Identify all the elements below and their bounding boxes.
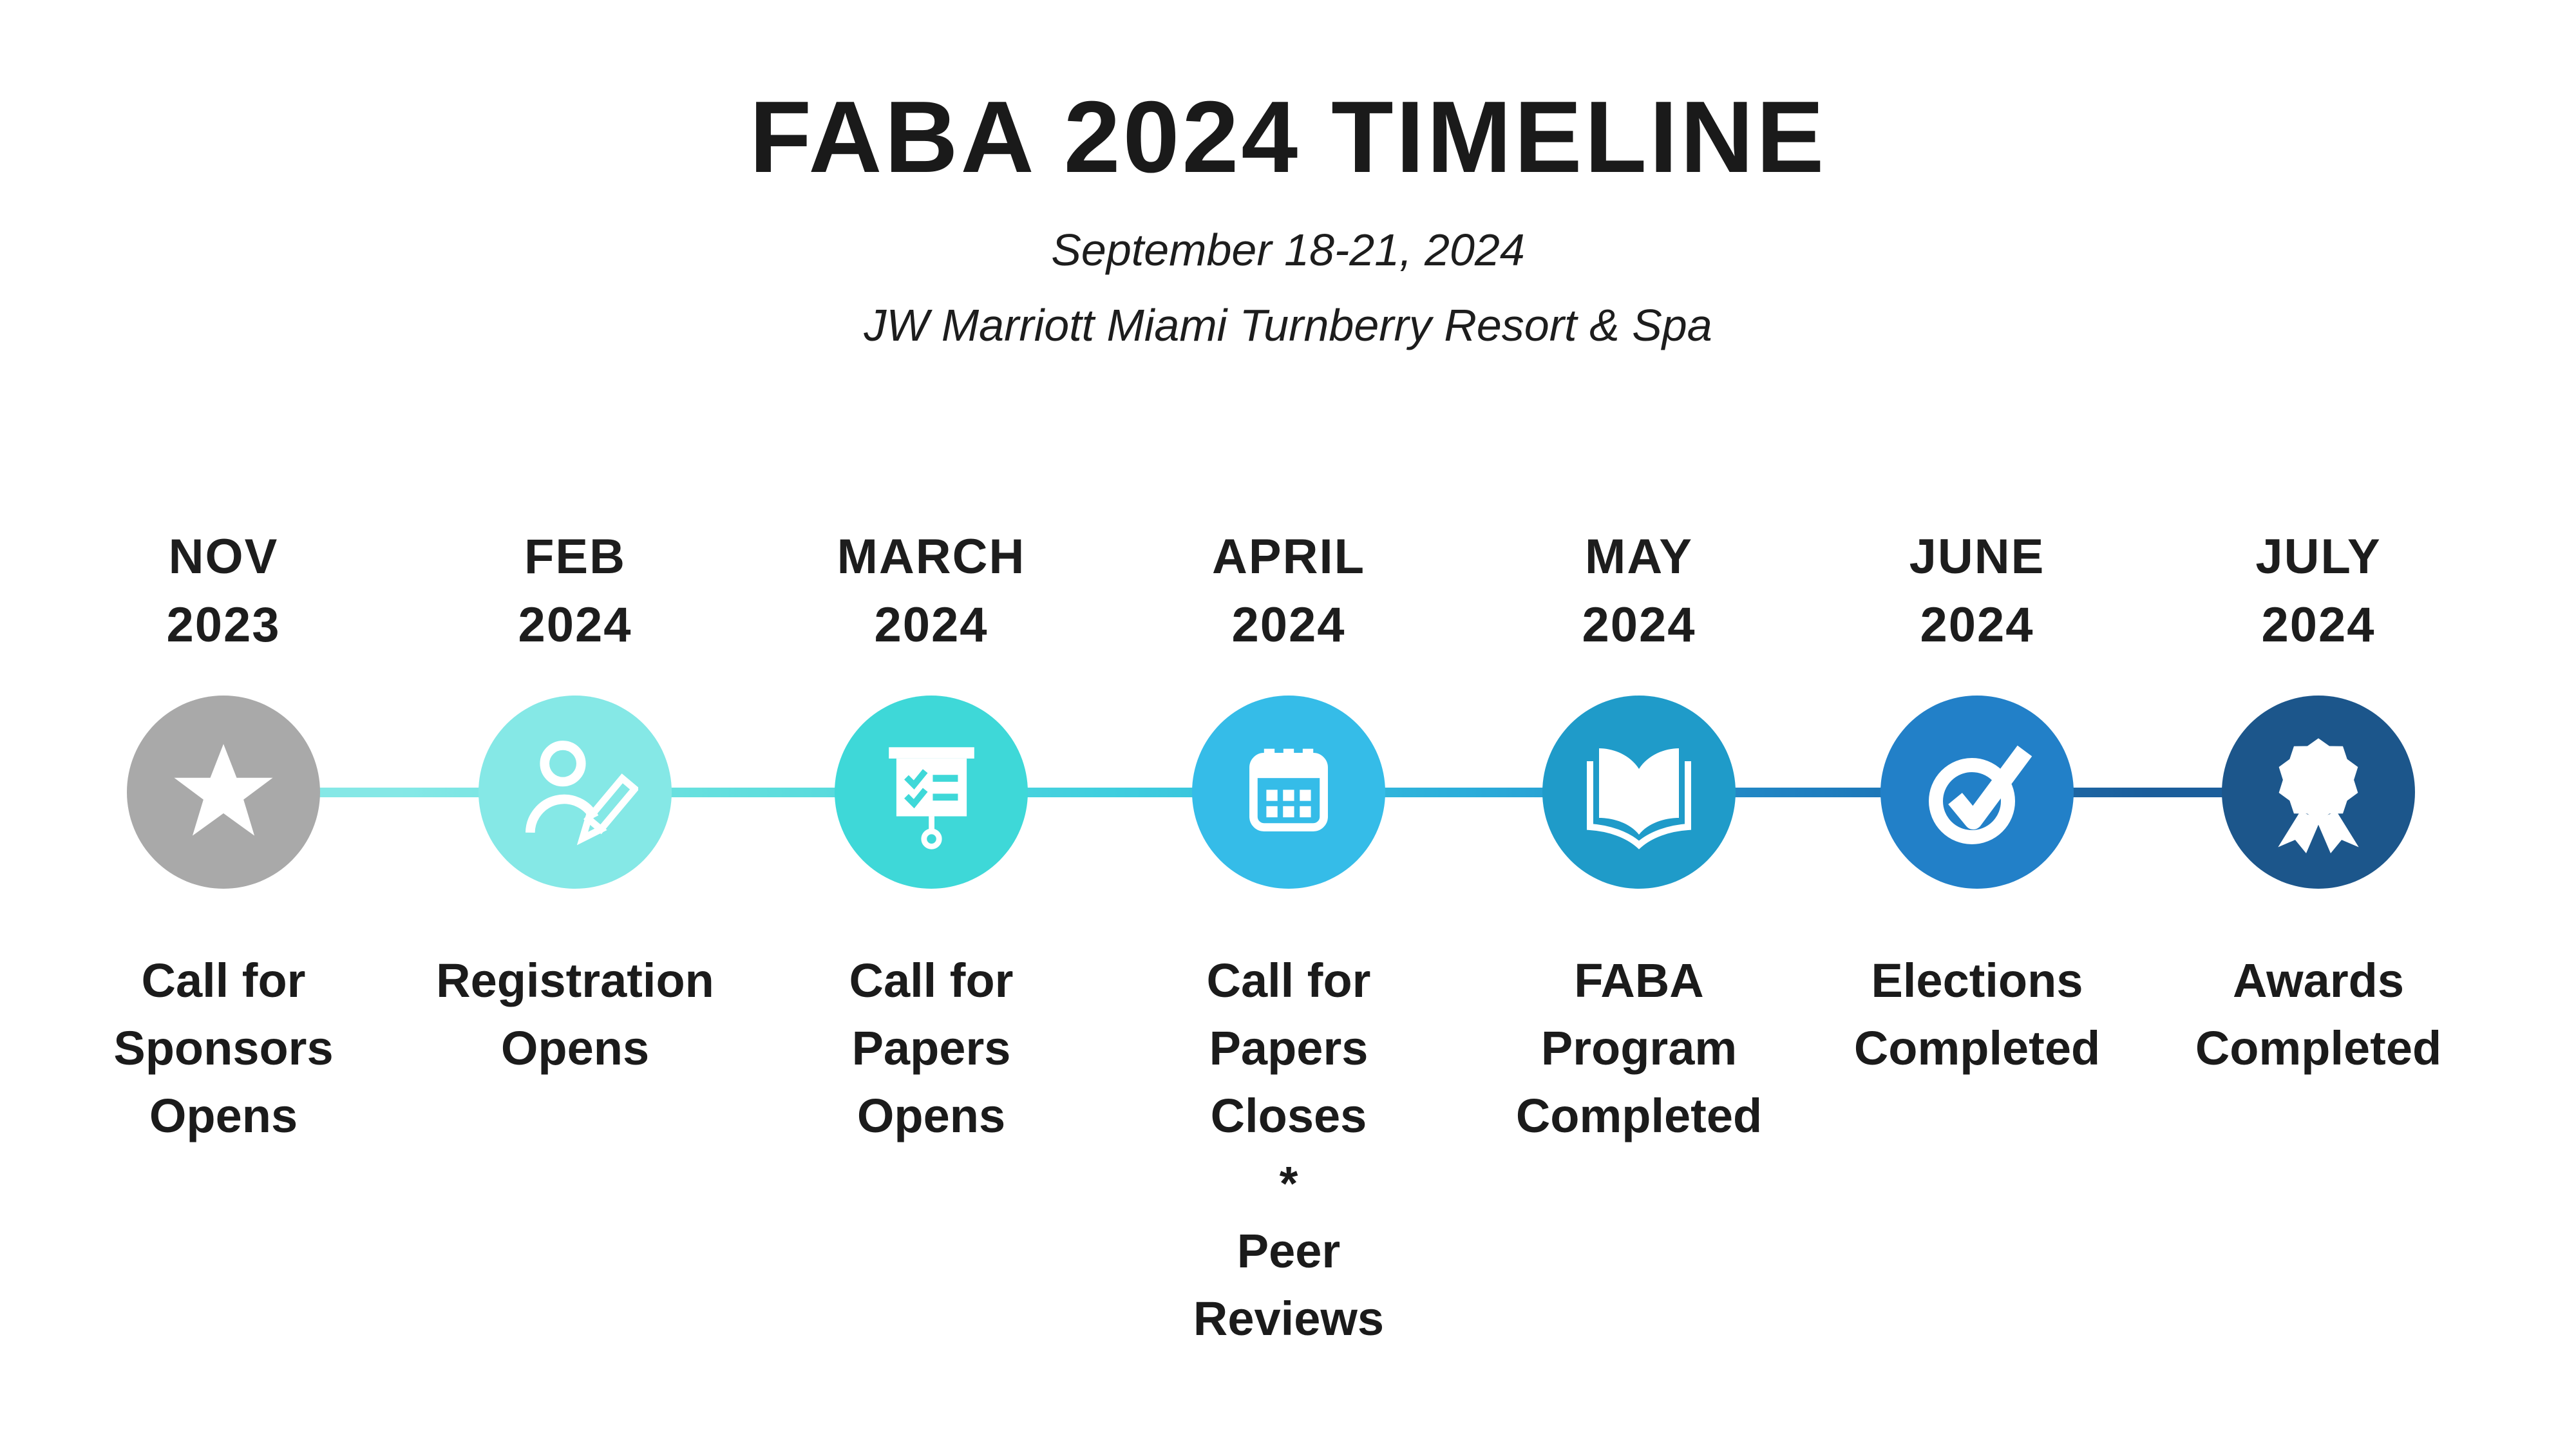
milestone-circle — [478, 696, 672, 889]
milestone-circle — [2222, 696, 2415, 889]
milestone-march-2024 — [751, 0, 1112, 1449]
milestone-may-2024 — [1459, 0, 1819, 1449]
milestone-caption: Call for Sponsors Opens — [113, 954, 334, 1142]
milestone-caption: Call for Papers Closes * Peer Reviews — [1193, 954, 1385, 1345]
milestone-feb-2024 — [395, 0, 755, 1449]
event-dates: September 18-21, 2024 — [1051, 225, 1525, 275]
milestone-june-2024 — [1797, 0, 2157, 1449]
month-label: MAY 2024 — [1582, 529, 1696, 652]
milestone-caption: Awards Completed — [2195, 954, 2442, 1075]
milestone-caption: Call for Papers Opens — [849, 954, 1014, 1142]
event-venue: JW Marriott Miami Turnberry Resort & Spa — [864, 300, 1712, 350]
milestone-nov-2023 — [43, 0, 404, 1449]
month-label: APRIL 2024 — [1212, 529, 1365, 652]
month-label: MARCH 2024 — [837, 529, 1026, 652]
milestone-circle — [1880, 696, 2074, 889]
milestone-circle — [1192, 696, 1385, 889]
month-label: JUNE 2024 — [1909, 529, 2045, 652]
milestone-april-2024 — [1108, 0, 1469, 1449]
milestone-caption: Elections Completed — [1853, 954, 2101, 1075]
star-icon — [166, 735, 281, 849]
award-ribbon-icon — [2257, 731, 2380, 853]
registration-person-pencil-icon — [513, 730, 638, 855]
milestone-caption: FABA Program Completed — [1515, 954, 1763, 1142]
page-title: FABA 2024 TIMELINE — [749, 80, 1827, 194]
calendar-icon — [1230, 734, 1347, 851]
check-circle-icon — [1913, 728, 2041, 857]
milestone-caption: Registration Opens — [436, 954, 714, 1075]
milestone-circle — [127, 696, 320, 889]
open-book-icon — [1575, 728, 1703, 857]
month-label: JULY 2024 — [2255, 529, 2382, 652]
milestone-circle — [835, 696, 1028, 889]
month-label: FEB 2024 — [518, 529, 632, 652]
month-label: NOV 2023 — [166, 529, 281, 652]
milestone-july-2024 — [2138, 0, 2499, 1449]
presentation-checklist-icon — [869, 730, 994, 855]
milestone-circle — [1542, 696, 1736, 889]
